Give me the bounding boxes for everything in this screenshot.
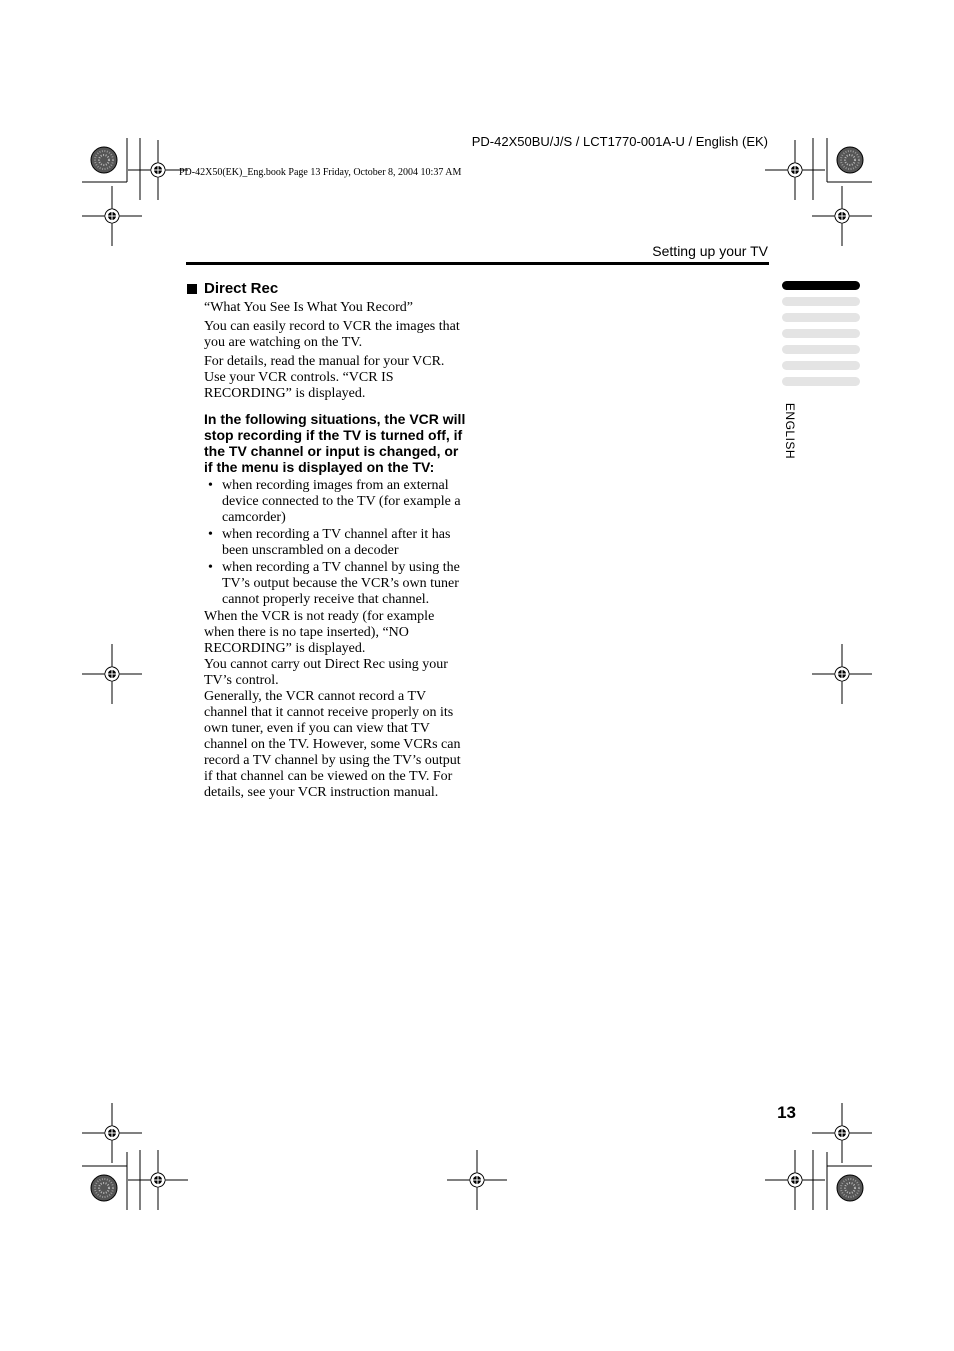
paragraph-5: Generally, the VCR cannot record a TV channel that it cannot receive properly on its own tuner, even if you can view that TV channel on the TV. However, some VCRs can record a TV channel by using the TV’s output if that channel can be viewed on the TV. For details, see your VCR instruction manual.: [204, 689, 461, 800]
crosshair-icon: [765, 1150, 825, 1210]
crosshair-icon: [812, 186, 872, 246]
paragraph-2: For details, read the manual for your VCR. Use your VCR controls. “VCR IS RECORDING” is displayed.: [204, 354, 445, 401]
paragraph-3: When the VCR is not ready (for example when there is no tape inserted), “NO RECORDING” is displayed.: [204, 609, 435, 656]
crosshair-icon: [765, 140, 825, 200]
crosshair-icon: [812, 644, 872, 704]
list-item: • when recording a TV channel by using the TV’s output because the VCR’s own tuner cannot properly receive that channel.: [208, 560, 460, 607]
registration-star-icon: [91, 1175, 117, 1201]
registration-star-icon: [91, 147, 117, 173]
document-id: PD-42X50BU/J/S / LCT1770-001A-U / English (EK): [471, 134, 768, 149]
bullet-icon: •: [208, 478, 213, 493]
list-item: • when recording a TV channel after it has been unscrambled on a decoder: [208, 527, 451, 558]
list-item: • when recording images from an external device connected to the TV (for example a camcorder): [208, 478, 461, 525]
paragraph-4: You cannot carry out Direct Rec using your TV’s control.: [204, 657, 448, 688]
crosshair-icon: [128, 1150, 188, 1210]
page-number: 13: [777, 1103, 796, 1122]
crosshair-icon: [82, 1103, 142, 1163]
registration-star-icon: [837, 1175, 863, 1201]
registration-star-icon: [837, 147, 863, 173]
bullet-icon: •: [208, 560, 213, 575]
language-label: ENGLISH: [783, 402, 797, 460]
section-header: Setting up your TV: [652, 243, 768, 259]
crosshair-icon: [82, 644, 142, 704]
crosshair-icon: [82, 186, 142, 246]
crosshair-icon: [812, 1103, 872, 1163]
heading-text: Direct Rec: [204, 280, 279, 297]
subtitle: “What You See Is What You Record”: [204, 300, 413, 315]
crosshair-icon: [128, 140, 188, 200]
crosshair-icon: [447, 1150, 507, 1210]
warning-paragraph: In the following situations, the VCR will stop recording if the TV is turned off, if the TV channel or input is changed, or if the menu is displayed on the TV:: [204, 411, 466, 475]
book-info-line: PD-42X50(EK)_Eng.book Page 13 Friday, October 8, 2004 10:37 AM: [179, 167, 462, 178]
bullet-icon: •: [208, 527, 213, 542]
paragraph-1: You can easily record to VCR the images that you are watching on the TV.: [204, 319, 460, 350]
